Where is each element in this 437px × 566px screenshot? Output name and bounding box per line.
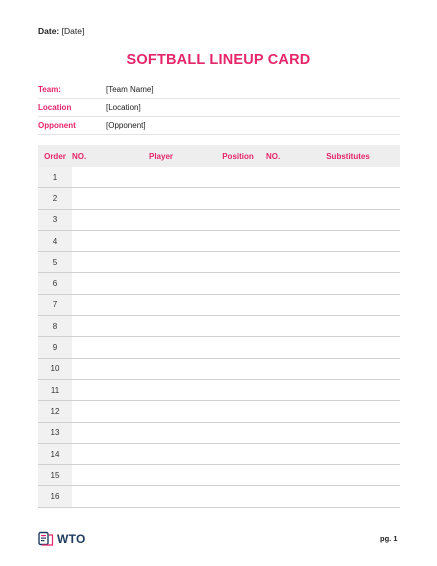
info-row-location (38, 99, 400, 117)
info-row-opponent (38, 117, 400, 135)
row-entry-cells[interactable] (72, 273, 400, 293)
location-value[interactable]: [Location] (106, 103, 141, 112)
col-position: Position (222, 151, 254, 161)
logo-text: WTO (57, 532, 86, 546)
team-value[interactable]: [Team Name] (106, 85, 154, 94)
row-order-number: 10 (38, 359, 72, 379)
row-order-number: 8 (38, 316, 72, 336)
date-line (38, 26, 84, 36)
row-entry-cells[interactable] (72, 295, 400, 315)
row-entry-cells[interactable] (72, 316, 400, 336)
row-order-number: 13 (38, 423, 72, 443)
opponent-label: Opponent (38, 121, 76, 130)
row-order-number: 11 (38, 380, 72, 400)
table-row (38, 210, 400, 231)
row-entry-cells[interactable] (72, 252, 400, 272)
row-entry-cells[interactable] (72, 359, 400, 379)
row-entry-cells[interactable] (72, 210, 400, 230)
table-row (38, 188, 400, 209)
table-row (38, 273, 400, 294)
row-entry-cells[interactable] (72, 486, 400, 506)
table-row (38, 337, 400, 358)
table-row (38, 231, 400, 252)
row-order-number: 12 (38, 401, 72, 421)
table-header (38, 145, 400, 167)
row-entry-cells[interactable] (72, 231, 400, 251)
opponent-value[interactable]: [Opponent] (106, 121, 146, 130)
lineup-table (38, 145, 400, 508)
col-sub-number: NO. (266, 151, 281, 161)
row-order-number: 9 (38, 337, 72, 357)
date-label: Date: (38, 26, 60, 36)
table-body (38, 167, 400, 508)
row-entry-cells[interactable] (72, 465, 400, 485)
info-row-team (38, 81, 400, 99)
wto-logo (38, 531, 86, 547)
col-player: Player (148, 151, 174, 161)
col-order: Order (44, 151, 66, 161)
row-order-number: 16 (38, 486, 72, 506)
table-row (38, 380, 400, 401)
date-value: [Date] (61, 26, 85, 36)
row-order-number: 14 (38, 444, 72, 464)
page-number: pg. 1 (380, 534, 398, 543)
row-order-number: 7 (38, 295, 72, 315)
table-row (38, 423, 400, 444)
logo-icon (38, 531, 54, 547)
row-entry-cells[interactable] (72, 337, 400, 357)
team-label: Team: (38, 85, 61, 94)
table-row (38, 167, 400, 188)
table-row (38, 316, 400, 337)
col-substitutes: Substitutes (326, 151, 370, 161)
row-order-number: 2 (38, 188, 72, 208)
table-row (38, 295, 400, 316)
table-row (38, 252, 400, 273)
row-order-number: 15 (38, 465, 72, 485)
row-order-number: 1 (38, 167, 72, 187)
row-entry-cells[interactable] (72, 167, 400, 187)
col-number: NO. (72, 151, 87, 161)
table-row (38, 401, 400, 422)
row-order-number: 6 (38, 273, 72, 293)
table-row (38, 359, 400, 380)
row-entry-cells[interactable] (72, 444, 400, 464)
row-entry-cells[interactable] (72, 423, 400, 443)
info-section (38, 81, 400, 135)
row-order-number: 4 (38, 231, 72, 251)
row-order-number: 5 (38, 252, 72, 272)
page-title: SOFTBALL LINEUP CARD (126, 52, 311, 68)
row-entry-cells[interactable] (72, 401, 400, 421)
row-entry-cells[interactable] (72, 188, 400, 208)
row-order-number: 3 (38, 210, 72, 230)
location-label: Location (38, 103, 72, 112)
row-entry-cells[interactable] (72, 380, 400, 400)
table-row (38, 486, 400, 507)
table-row (38, 465, 400, 486)
table-row (38, 444, 400, 465)
